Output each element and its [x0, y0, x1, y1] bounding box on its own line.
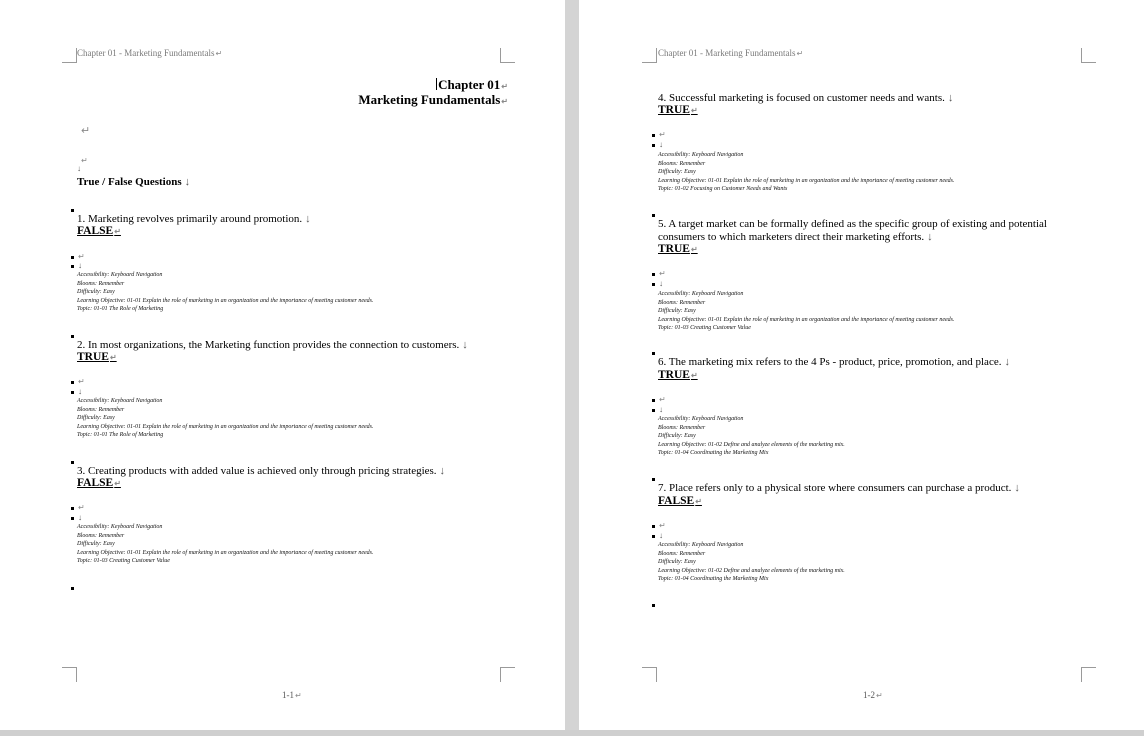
paragraph-mark: ↵	[78, 377, 85, 386]
list-bullet	[652, 535, 655, 538]
paragraph-mark: ↵	[659, 269, 666, 278]
question-metadata: Accessibility: Keyboard Navigation Blooms: Remember Difficulty: Easy Learning Objective: 01-01 Explain the role of marketing in an organization and the importance of meeting customer needs. Topic: 01-03 Creating Customer Value	[658, 291, 955, 332]
list-bullet	[71, 381, 74, 384]
line-break-mark: ↓	[78, 513, 82, 522]
line-break-mark: ↓	[659, 531, 663, 540]
line-break-mark: ↓	[77, 164, 81, 173]
list-bullet	[652, 604, 655, 607]
list-bullet	[71, 507, 74, 510]
question-text: 2. In most organizations, the Marketing function provides the connection to customers. ↓	[77, 339, 468, 351]
line-break-mark: ↓	[659, 405, 663, 414]
list-bullet	[71, 209, 74, 212]
list-bullet	[71, 256, 74, 259]
list-bullet	[652, 214, 655, 217]
question-text: 1. Marketing revolves primarily around promotion. ↓	[77, 213, 311, 225]
list-bullet	[71, 265, 74, 268]
line-break-mark: ↓	[78, 387, 82, 396]
margin-corner	[500, 48, 515, 63]
answer-label: FALSE↵	[658, 495, 702, 507]
list-bullet	[71, 335, 74, 338]
list-bullet	[71, 517, 74, 520]
line-break-mark: ↓	[659, 279, 663, 288]
list-bullet	[652, 273, 655, 276]
answer-label: TRUE↵	[658, 104, 698, 116]
margin-corner	[500, 667, 515, 682]
margin-corner	[62, 48, 77, 63]
list-bullet	[652, 144, 655, 147]
list-bullet	[652, 409, 655, 412]
list-bullet	[71, 391, 74, 394]
horizontal-scrollbar[interactable]	[0, 730, 1144, 736]
line-break-mark: ↓	[78, 261, 82, 270]
question-metadata: Accessibility: Keyboard Navigation Blooms: Remember Difficulty: Easy Learning Objective: 01-02 Define and analyze elements of the marketing mix. Topic: 01-04 Coordinating the Marketing Mix	[658, 416, 845, 457]
question-metadata: Accessibility: Keyboard Navigation Blooms: Remember Difficulty: Easy Learning Objective: 01-02 Define and analyze elements of the marketing mix. Topic: 01-04 Coordinating the Marketing Mix	[658, 542, 845, 583]
question-metadata: Accessibility: Keyboard Navigation Blooms: Remember Difficulty: Easy Learning Objective: 01-01 Explain the role of marketing in an organization and the importance of meeting customer needs. Topic: 01-01 The Role of Marketing	[77, 398, 374, 439]
list-bullet	[652, 399, 655, 402]
paragraph-mark: ↵	[81, 156, 88, 165]
paragraph-mark: ↵	[81, 125, 91, 137]
answer-label: FALSE↵	[77, 477, 121, 489]
line-break-mark: ↓	[659, 140, 663, 149]
margin-corner	[62, 667, 77, 682]
paragraph-mark: ↵	[659, 395, 666, 404]
page-gutter	[565, 0, 579, 736]
list-bullet	[652, 352, 655, 355]
answer-label: FALSE↵	[77, 225, 121, 237]
document-page-1[interactable]	[0, 0, 565, 736]
text-cursor	[436, 78, 437, 90]
page-number: 1-1↵	[282, 690, 302, 700]
list-bullet	[71, 461, 74, 464]
paragraph-mark: ↵	[78, 503, 85, 512]
question-text: 6. The marketing mix refers to the 4 Ps - product, price, promotion, and place. ↓	[658, 356, 1010, 368]
margin-corner	[642, 48, 657, 63]
list-bullet	[652, 478, 655, 481]
chapter-subtitle: Marketing Fundamentals↵	[358, 92, 508, 107]
question-text: 5. A target market can be formally defined as the specific group of existing and potential consumers to which marketers direct their marketing efforts. ↓	[658, 218, 1047, 243]
margin-corner	[1081, 667, 1096, 682]
margin-corner	[1081, 48, 1096, 63]
question-metadata: Accessibility: Keyboard Navigation Blooms: Remember Difficulty: Easy Learning Objective: 01-01 Explain the role of marketing in an organization and the importance of meeting customer needs. Topic: 01-03 Creating Customer Value	[77, 524, 374, 565]
page-number: 1-2↵	[863, 690, 883, 700]
answer-label: TRUE↵	[658, 369, 698, 381]
chapter-title: Chapter 01↵	[438, 77, 508, 92]
answer-label: TRUE↵	[77, 351, 117, 363]
list-bullet	[652, 283, 655, 286]
list-bullet	[652, 134, 655, 137]
paragraph-mark: ↵	[659, 130, 666, 139]
question-text: 3. Creating products with added value is achieved only through pricing strategies. ↓	[77, 465, 446, 477]
list-bullet	[652, 525, 655, 528]
question-text: 7. Place refers only to a physical store where consumers can purchase a product. ↓	[658, 482, 1020, 494]
answer-label: TRUE↵	[658, 243, 698, 255]
running-header: Chapter 01 - Marketing Fundamentals↵	[658, 48, 804, 58]
margin-corner	[642, 667, 657, 682]
running-header: Chapter 01 - Marketing Fundamentals↵	[77, 48, 223, 58]
paragraph-mark: ↵	[78, 252, 85, 261]
section-title: True / False Questions ↓	[77, 176, 191, 188]
document-page-2[interactable]	[579, 0, 1144, 736]
list-bullet	[71, 587, 74, 590]
question-text: 4. Successful marketing is focused on customer needs and wants. ↓	[658, 92, 954, 104]
paragraph-mark: ↵	[659, 521, 666, 530]
question-metadata: Accessibility: Keyboard Navigation Blooms: Remember Difficulty: Easy Learning Objective: 01-01 Explain the role of marketing in an organization and the importance of meeting customer needs. Topic: 01-01 The Role of Marketing	[77, 272, 374, 313]
question-metadata: Accessibility: Keyboard Navigation Blooms: Remember Difficulty: Easy Learning Objective: 01-01 Explain the role of marketing in an organization and the importance of meeting customer needs. Topic: 01-02 Focusing on Customer Needs and Wants	[658, 152, 955, 193]
